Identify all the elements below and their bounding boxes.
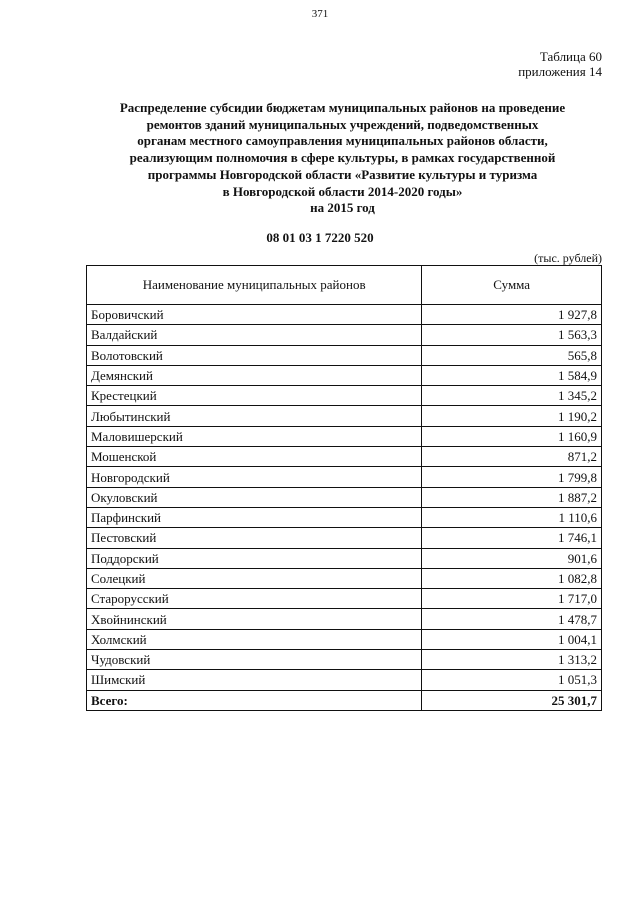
district-name: Мошенской [87, 447, 422, 467]
district-name: Парфинский [87, 507, 422, 527]
total-amount: 25 301,7 [422, 690, 602, 710]
table-row [87, 305, 602, 325]
title-line: на 2015 год [310, 200, 375, 216]
title-line: в Новгородской области 2014-2020 годы» [222, 183, 463, 199]
district-name: Демянский [87, 365, 422, 385]
district-name: Окуловский [87, 487, 422, 507]
page-number: 371 [311, 8, 329, 20]
table-row [87, 467, 602, 487]
table-row [87, 325, 602, 345]
table-row [87, 507, 602, 527]
subsidy-amount: 1 345,2 [422, 386, 602, 406]
subsidy-amount: 1 051,3 [422, 670, 602, 690]
subsidy-amount: 1 313,2 [422, 650, 602, 670]
total-label: Всего: [87, 690, 422, 710]
table-reference [518, 49, 602, 79]
district-name: Старорусский [87, 589, 422, 609]
subsidy-amount: 1 004,1 [422, 629, 602, 649]
district-name: Пестовский [87, 528, 422, 548]
subsidy-amount: 1 927,8 [422, 305, 602, 325]
column-header-amount: Сумма [422, 266, 602, 305]
subsidy-amount: 1 478,7 [422, 609, 602, 629]
district-name: Валдайский [87, 325, 422, 345]
table-row [87, 568, 602, 588]
units-label: (тыс. рублей) [534, 251, 602, 265]
subsidy-amount: 1 887,2 [422, 487, 602, 507]
subsidy-amount: 871,2 [422, 447, 602, 467]
subsidy-amount: 1 746,1 [422, 528, 602, 548]
district-name: Любытинский [87, 406, 422, 426]
title-line: программы Новгородской области «Развитие культуры и туризма [147, 166, 538, 182]
subsidy-amount: 1 799,8 [422, 467, 602, 487]
budget-classification-code: 08 01 03 1 7220 520 [266, 230, 374, 245]
table-row [87, 609, 602, 629]
district-name: Крестецкий [87, 386, 422, 406]
column-header-district: Наименование муниципальных районов [87, 266, 422, 305]
table-row [87, 528, 602, 548]
district-name: Поддорский [87, 548, 422, 568]
table-row [87, 426, 602, 446]
table-row [87, 386, 602, 406]
table-row [87, 487, 602, 507]
subsidy-amount: 1 717,0 [422, 589, 602, 609]
subsidy-amount: 901,6 [422, 548, 602, 568]
subsidy-amount: 1 584,9 [422, 365, 602, 385]
subsidy-amount: 1 160,9 [422, 426, 602, 446]
district-name: Боровичский [87, 305, 422, 325]
table-header-row [87, 266, 602, 305]
table-row [87, 650, 602, 670]
subsidy-amount: 1 082,8 [422, 568, 602, 588]
table-row [87, 589, 602, 609]
table-row [87, 345, 602, 365]
title-line: Распределение субсидии бюджетам муниципальных районов на проведение [119, 100, 566, 115]
district-name: Чудовский [87, 650, 422, 670]
table-row [87, 629, 602, 649]
title-line: реализующим полномочия в сфере культуры, в рамках государственной [129, 150, 556, 166]
table-row [87, 548, 602, 568]
district-name: Шимский [87, 670, 422, 690]
table-row [87, 447, 602, 467]
total-row [87, 690, 602, 710]
district-name: Холмский [87, 629, 422, 649]
subsidy-amount: 1 110,6 [422, 507, 602, 527]
district-name: Хвойнинский [87, 609, 422, 629]
district-name: Солецкий [87, 568, 422, 588]
appendix-number: приложения 14 [518, 64, 602, 79]
title-line: органам местного самоуправления муниципальных районов области, [137, 133, 548, 149]
subsidy-distribution-table [86, 265, 602, 711]
district-name: Маловишерский [87, 426, 422, 446]
district-name: Новгородский [87, 467, 422, 487]
title-line: ремонтов зданий муниципальных учреждений, подведомственных [146, 116, 539, 132]
table-body [87, 305, 602, 691]
district-name: Волотовский [87, 345, 422, 365]
document-title [40, 100, 640, 217]
subsidy-amount: 1 563,3 [422, 325, 602, 345]
table-row [87, 406, 602, 426]
table-row [87, 670, 602, 690]
subsidy-amount: 565,8 [422, 345, 602, 365]
table-row [87, 365, 602, 385]
table-number: Таблица 60 [539, 49, 602, 64]
subsidy-amount: 1 190,2 [422, 406, 602, 426]
